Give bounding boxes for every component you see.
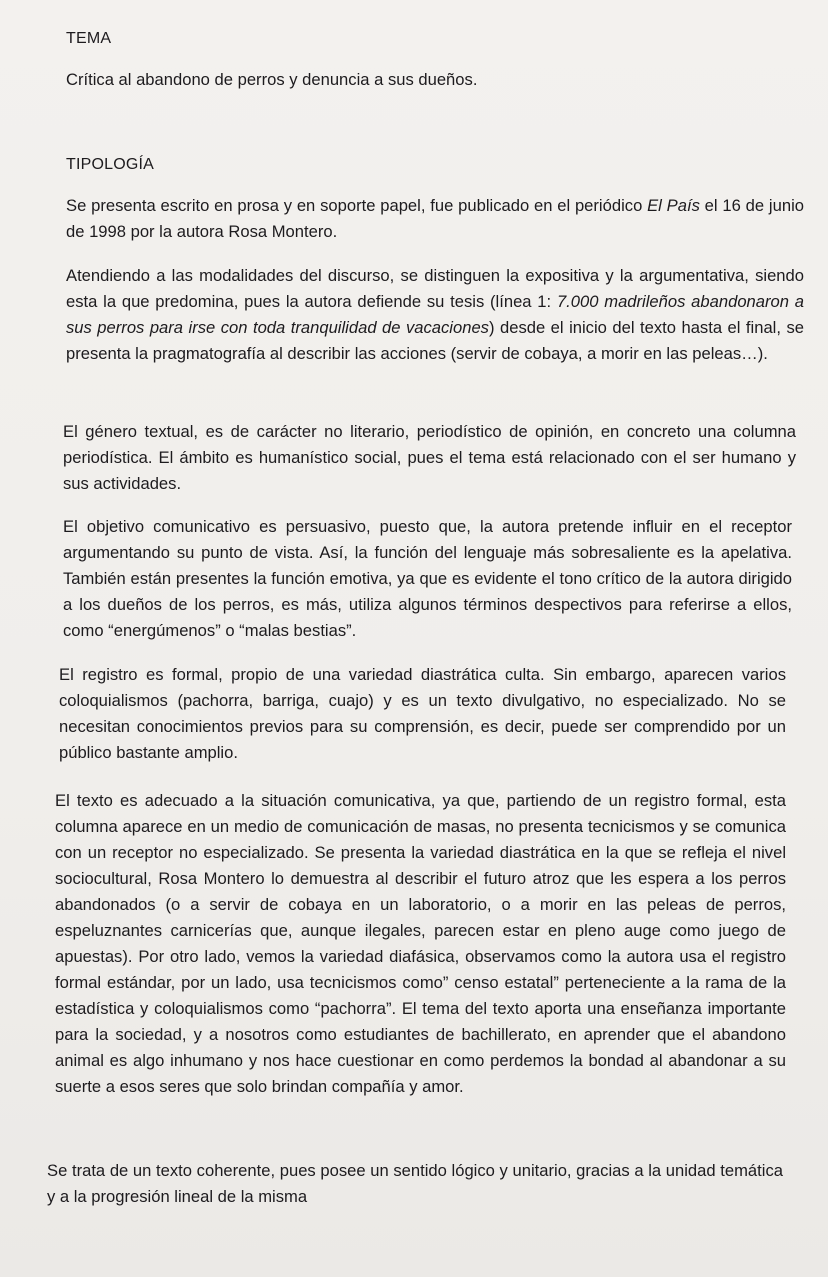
paragraph-genero: El género textual, es de carácter no literario, periodístico de opinión, en concreto una columna periodística. El ámbito es humanístico social, pues el tema está relacionado con el ser humano y sus actividades. <box>63 422 796 493</box>
paragraph-registro: El registro es formal, propio de una variedad diastrática culta. Sin embargo, aparecen varios coloquialismos (pachorra, barriga, cuajo) y es un texto divulgativo, no especializado. No se necesitan conocimientos previos para su comprensión, es decir, puede ser comprendido por un público bastante amplio. <box>59 665 786 762</box>
tema-text: Crítica al abandono de perros y denuncia a sus dueños. <box>66 70 478 89</box>
thesis-quote: 7.000 madrileños abandonaron a sus perros para irse con toda tranquilidad de vacaciones <box>66 292 804 337</box>
tipologia-heading: TIPOLOGÍA <box>66 156 155 173</box>
paragraph-adecuacion: El texto es adecuado a la situación comunicativa, ya que, partiendo de un registro formal, esta columna aparece en un medio de comunicación de masas, no presenta tecnicismos y se comunica con un receptor no especializado. Se presenta la variedad diastrática en la que se refleja el nivel sociocultural, Rosa Montero lo demuestra al describir el futuro atroz que les espera a los perros abandonados (o a servir de cobaya en un laboratorio, o a morir en las peleas de perros, espeluznantes carnicerías que, aunque ilegales, parecen estar en pleno auge como juego de apuestas). Por otro lado, vemos la variedad diafásica, observamos como la autora usa el registro formal estándar, por un lado, usa tecnicismos como” censo estatal” perteneciente a la rama de la estadística y coloquialismos como “pachorra”. El tema del texto aporta una enseñanza importante para la sociedad, y a nosotros como estudiantes de bachillerato, en aprender que el abandono animal es algo inhumano y nos hace cuestionar en como perdemos la bondad al abandonar a su suerte a esos seres que solo brindan compañía y amor. <box>55 791 786 1096</box>
tema-heading: TEMA <box>66 30 112 47</box>
paragraph-publication: Se presenta escrito en prosa y en soporte papel, fue publicado en el periódico El País el 16 de junio de 1998 por la autora Rosa Montero. <box>66 196 804 241</box>
paragraph-objetivo: El objetivo comunicativo es persuasivo, puesto que, la autora pretende influir en el receptor argumentando su punto de vista. Así, la función del lenguaje más sobresaliente es la apelativa. También están presentes la función emotiva, ya que es evidente el tono crítico de la autora dirigido a los dueños de los perros, es más, utiliza algunos términos despectivos para referirse a ellos, como “energúmenos” o “malas bestias”. <box>63 517 792 640</box>
paragraph-coherencia: Se trata de un texto coherente, pues posee un sentido lógico y unitario, gracias a la unidad temática y a la progresión lineal de la misma <box>47 1161 783 1206</box>
paragraph-modalidades: Atendiendo a las modalidades del discurso, se distinguen la expositiva y la argumentativa, siendo esta la que predomina, pues la autora defiende su tesis (línea 1: 7.000 madrileños abandonaron a sus perros para irse con toda tranquilidad de vacaciones) desde el inicio del texto hasta el final, se presenta la pragmatografía al describir las acciones (servir de cobaya, a morir en las peleas…). <box>66 266 804 363</box>
newspaper-name: El País <box>647 196 700 215</box>
